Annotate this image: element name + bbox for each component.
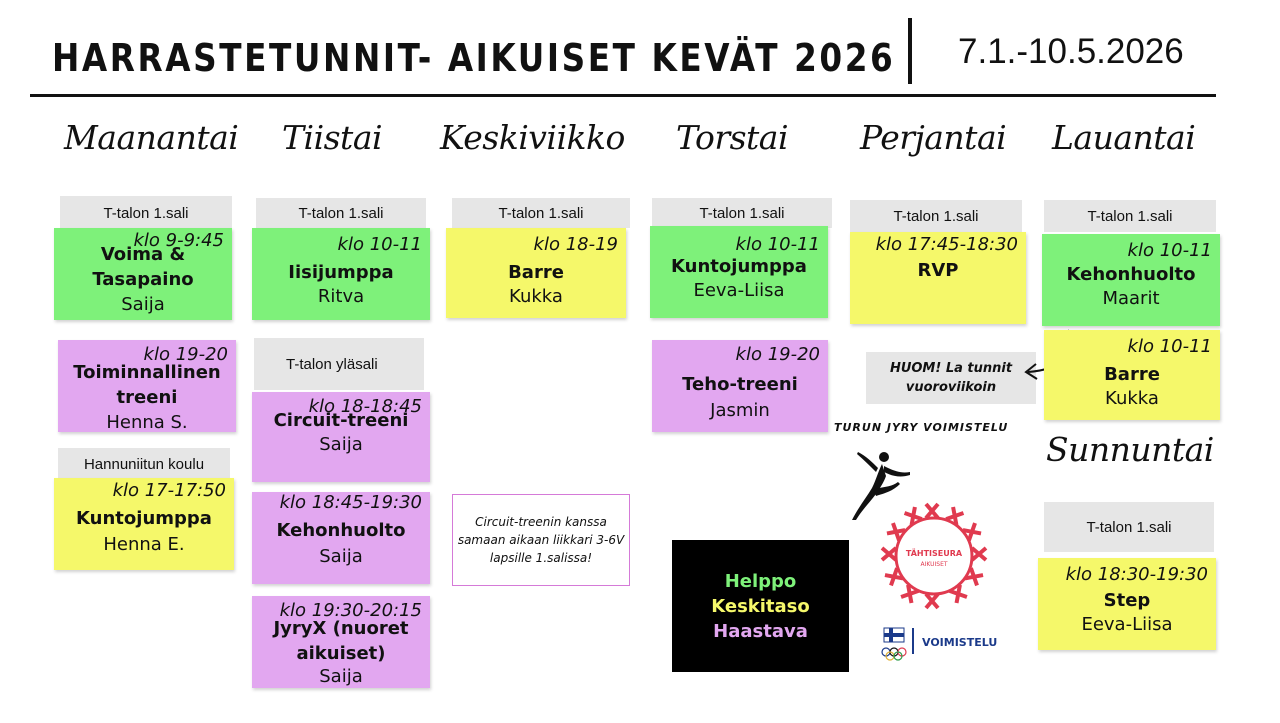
day-heading-sunday: Sunnuntai	[1046, 430, 1214, 469]
class-name: Kuntojumppa	[76, 508, 212, 529]
class-name: Kehonhuolto	[276, 520, 406, 541]
day-heading-friday: Perjantai	[860, 118, 1007, 157]
class-card-saturday-2[interactable]	[1044, 330, 1220, 420]
location-label: Hannuniitun koulu	[58, 448, 230, 480]
class-instructor: Henna S.	[106, 412, 188, 433]
header-rule	[30, 94, 1216, 97]
legend-easy: Helppo	[724, 570, 797, 592]
jyry-logo-text: TURUN JYRY VOIMISTELU	[834, 421, 1009, 434]
class-name: Teho-treeni	[682, 374, 798, 395]
class-time: klo 9-9:45	[133, 230, 224, 251]
svg-text:AIKUISET: AIKUISET	[920, 561, 948, 568]
class-name: Kuntojumppa	[671, 256, 807, 277]
class-instructor: Jasmin	[710, 400, 770, 421]
class-name: Circuit-treeni	[273, 410, 409, 431]
saturday-alternating-note: HUOM! La tunnit vuoroviikoin	[866, 352, 1036, 404]
svg-text:TÄHTISEURA: TÄHTISEURA	[905, 549, 963, 558]
class-time: klo 10-11	[735, 234, 820, 255]
class-time: klo 19-20	[143, 344, 228, 365]
class-card-monday-3[interactable]	[54, 478, 234, 570]
location-label: T-talon 1.sali	[1044, 200, 1216, 232]
class-card-tuesday-3[interactable]	[252, 492, 430, 584]
day-heading-monday: Maanantai	[64, 118, 239, 157]
legend-medium: Keskitaso	[711, 595, 810, 617]
day-heading-wednesday: Keskiviikko	[440, 118, 625, 157]
day-heading-saturday: Lauantai	[1052, 118, 1196, 157]
class-name: Kehonhuolto	[1066, 264, 1196, 285]
class-instructor: Kukka	[509, 286, 563, 307]
class-card-monday-1[interactable]	[54, 228, 232, 320]
location-label: T-talon yläsali	[254, 338, 424, 390]
class-card-tuesday-1[interactable]	[252, 228, 430, 320]
class-card-thursday-1[interactable]	[650, 226, 828, 318]
location-label: T-talon 1.sali	[652, 198, 832, 228]
class-instructor: Saija	[319, 666, 363, 687]
class-time: klo 10-11	[337, 234, 422, 255]
class-card-tuesday-2[interactable]	[252, 392, 430, 482]
class-name: JyryX (nuoret aikuiset)	[273, 618, 409, 664]
class-instructor: Ritva	[317, 286, 365, 307]
class-time: klo 17:45-18:30	[875, 234, 1018, 255]
class-instructor: Saija	[319, 546, 363, 567]
circuit-note: Circuit-treenin kanssa samaan aikaan liikkari 3-6V lapsille 1.salissa!	[452, 494, 630, 586]
class-time: klo 18:30-19:30	[1065, 564, 1208, 585]
class-card-saturday-1[interactable]	[1042, 234, 1220, 326]
class-name: Voima & Tasapaino	[92, 244, 194, 290]
class-card-friday-1[interactable]	[850, 232, 1026, 324]
voimistelu-logo-text: VOIMISTELU	[922, 636, 998, 649]
class-card-wednesday-1[interactable]	[446, 228, 626, 318]
class-time: klo 19-20	[735, 344, 820, 365]
class-card-tuesday-4[interactable]	[252, 596, 430, 688]
class-instructor: Henna E.	[103, 534, 185, 555]
class-card-monday-2[interactable]	[58, 340, 236, 432]
class-time: klo 18-18:45	[308, 396, 422, 417]
class-instructor: Maarit	[1102, 288, 1160, 309]
class-instructor: Saija	[319, 434, 363, 455]
location-label: T-talon 1.sali	[452, 198, 630, 228]
class-time: klo 10-11	[1127, 240, 1212, 261]
class-time: klo 10-11	[1127, 336, 1212, 357]
page-title: HARRASTETUNNIT- AIKUISET KEVÄT 2026	[52, 36, 896, 80]
class-card-thursday-2[interactable]	[652, 340, 828, 432]
class-name: Barre	[1104, 364, 1160, 385]
legend-hard: Haastava	[713, 620, 808, 642]
location-label: T-talon 1.sali	[850, 200, 1022, 232]
class-name: Step	[1103, 590, 1151, 611]
tahtiseura-logo	[876, 498, 992, 614]
season-dates: 7.1.-10.5.2026	[958, 32, 1184, 71]
header-divider	[908, 18, 912, 84]
class-instructor: Eeva-Liisa	[1081, 614, 1173, 635]
class-name: Iisijumppa	[288, 262, 394, 283]
class-name: Barre	[508, 262, 564, 283]
class-time: klo 18-19	[533, 234, 618, 255]
logo-divider	[912, 628, 914, 654]
location-label: T-talon 1.sali	[1044, 502, 1214, 552]
class-time: klo 18:45-19:30	[279, 492, 422, 513]
class-name: RVP	[917, 260, 959, 281]
class-card-sunday-1[interactable]	[1038, 558, 1216, 650]
location-label: T-talon 1.sali	[256, 198, 426, 228]
class-name: Toiminnallinen treeni	[73, 362, 221, 408]
difficulty-legend	[672, 540, 849, 672]
day-heading-tuesday: Tiistai	[282, 118, 383, 157]
class-time: klo 17-17:50	[112, 480, 226, 501]
class-instructor: Saija	[121, 294, 165, 315]
class-time: klo 19:30-20:15	[279, 600, 422, 621]
day-heading-thursday: Torstai	[676, 118, 789, 157]
class-instructor: Eeva-Liisa	[693, 280, 785, 301]
location-label: T-talon 1.sali	[60, 196, 232, 230]
class-instructor: Kukka	[1105, 388, 1159, 409]
